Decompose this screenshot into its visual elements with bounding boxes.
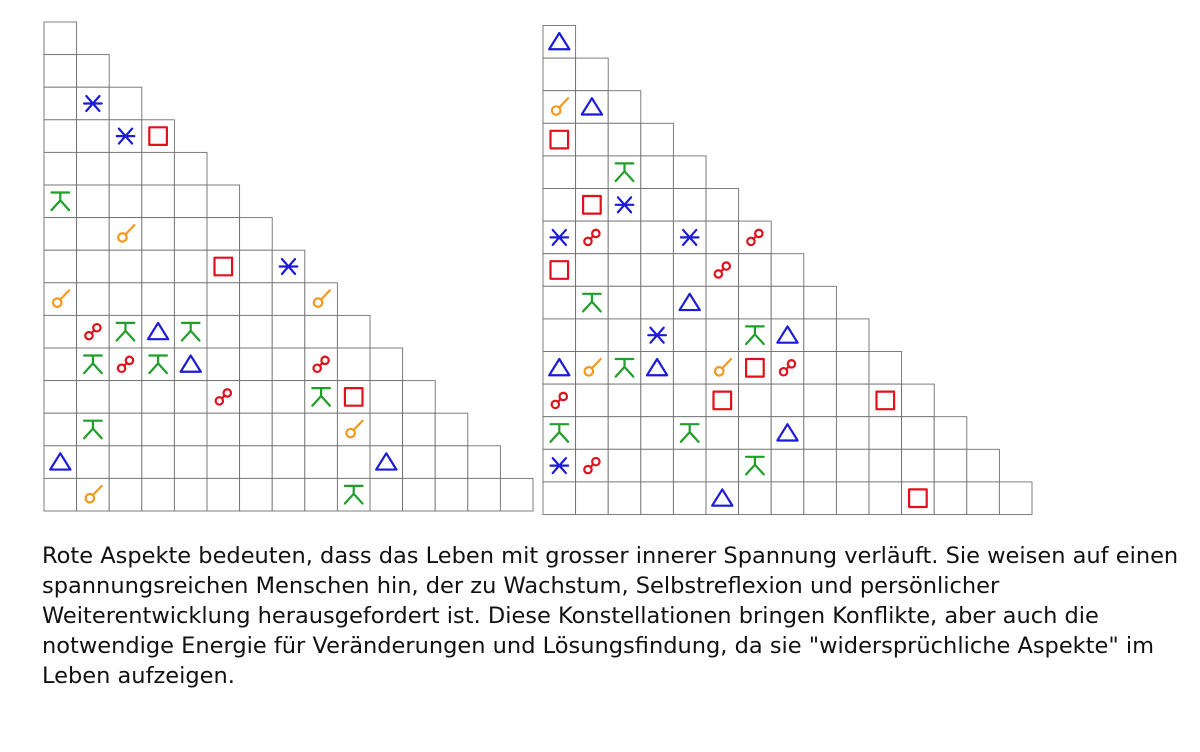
- grid-cell: [771, 482, 804, 515]
- grid-cell: [804, 384, 837, 417]
- grid-cell: [174, 446, 207, 479]
- grid-cell: [174, 250, 207, 283]
- grid-cell: [370, 381, 403, 414]
- grid-cell: [641, 482, 674, 515]
- grid-cell: [44, 22, 77, 55]
- grid-cell: [576, 417, 609, 450]
- grid-cell: [109, 185, 142, 218]
- grid-cell: [337, 446, 370, 479]
- grid-cell: [836, 449, 869, 482]
- grid-cell: [240, 381, 273, 414]
- grid-cell: [44, 120, 77, 153]
- grid-cell: [142, 283, 175, 316]
- grid-cell: [608, 91, 641, 124]
- grid-cell: [77, 381, 110, 414]
- grid-cell: [142, 218, 175, 251]
- grid-cell: [403, 446, 436, 479]
- grid-cell: [608, 123, 641, 156]
- grid-cell: [804, 449, 837, 482]
- grid-cell: [608, 449, 641, 482]
- grid-cell: [272, 446, 305, 479]
- grid-cell: [337, 381, 370, 414]
- grid-cell: [608, 417, 641, 450]
- grid-cell: [240, 283, 273, 316]
- grid-cell: [500, 478, 533, 511]
- grid-cell: [403, 381, 436, 414]
- grid-cell: [706, 384, 739, 417]
- grid-cell: [641, 123, 674, 156]
- grid-cell: [543, 58, 576, 91]
- grid-cell: [305, 315, 338, 348]
- grid-cell: [142, 250, 175, 283]
- grid-cell: [44, 315, 77, 348]
- grid-cell: [44, 413, 77, 446]
- right-aspect-grid: [543, 26, 1032, 515]
- grid-cell: [641, 156, 674, 189]
- grid-cell: [739, 254, 772, 287]
- grid-cell: [608, 319, 641, 352]
- grid-cell: [641, 286, 674, 319]
- grid-cell: [576, 189, 609, 222]
- grid-cell: [739, 417, 772, 450]
- grid-cell: [109, 478, 142, 511]
- grid-cell: [337, 315, 370, 348]
- grid-cell: [207, 185, 240, 218]
- grid-cell: [272, 381, 305, 414]
- grid-cell: [403, 413, 436, 446]
- grid-cell: [174, 348, 207, 381]
- grid-cell: [77, 250, 110, 283]
- grid-cell: [207, 283, 240, 316]
- grid-cell: [641, 384, 674, 417]
- grid-cell: [44, 55, 77, 88]
- grid-cell: [608, 384, 641, 417]
- grid-cell: [109, 250, 142, 283]
- grid-cell: [435, 478, 468, 511]
- grid-cell: [403, 478, 436, 511]
- grid-cell: [673, 352, 706, 385]
- grid-cell: [739, 286, 772, 319]
- grid-cell: [174, 413, 207, 446]
- grid-cell: [771, 286, 804, 319]
- grid-cell: [576, 156, 609, 189]
- grid-cell: [44, 478, 77, 511]
- grid-cell: [109, 87, 142, 120]
- grid-cell: [641, 221, 674, 254]
- grid-cell: [543, 352, 576, 385]
- grid-cell: [77, 152, 110, 185]
- grid-cell: [77, 446, 110, 479]
- grid-cell: [142, 315, 175, 348]
- grid-cell: [576, 123, 609, 156]
- grid-cell: [44, 152, 77, 185]
- grid-cell: [836, 352, 869, 385]
- grid-cell: [641, 449, 674, 482]
- grid-cell: [370, 348, 403, 381]
- grid-cell: [706, 286, 739, 319]
- grid-cell: [706, 417, 739, 450]
- grid-cell: [771, 384, 804, 417]
- grid-cell: [543, 286, 576, 319]
- grid-cell: [673, 384, 706, 417]
- grid-cell: [468, 446, 501, 479]
- grid-cell: [902, 417, 935, 450]
- grid-cell: [576, 319, 609, 352]
- grid-cell: [207, 218, 240, 251]
- grid-cell: [370, 478, 403, 511]
- grid-cell: [739, 482, 772, 515]
- grid-cell: [207, 348, 240, 381]
- grid-cell: [337, 348, 370, 381]
- grid-cell: [240, 250, 273, 283]
- grid-cell: [608, 482, 641, 515]
- grid-cell: [999, 482, 1032, 515]
- grid-cell: [305, 413, 338, 446]
- grid-cell: [576, 254, 609, 287]
- grid-cell: [174, 381, 207, 414]
- grid-cell: [967, 449, 1000, 482]
- grid-cell: [370, 413, 403, 446]
- grid-cell: [142, 185, 175, 218]
- grid-cell: [706, 482, 739, 515]
- grid-cell: [771, 254, 804, 287]
- grid-cell: [934, 417, 967, 450]
- grid-cell: [771, 319, 804, 352]
- grid-cell: [370, 446, 403, 479]
- grid-cell: [673, 156, 706, 189]
- grid-cell: [576, 384, 609, 417]
- grid-cell: [673, 189, 706, 222]
- grid-cell: [174, 478, 207, 511]
- grid-cell: [240, 218, 273, 251]
- grid-cell: [576, 482, 609, 515]
- grid-cell: [174, 152, 207, 185]
- grid-cell: [109, 152, 142, 185]
- grid-cell: [207, 413, 240, 446]
- grid-cell: [240, 413, 273, 446]
- grid-cell: [174, 218, 207, 251]
- grid-cell: [608, 221, 641, 254]
- grid-cell: [77, 120, 110, 153]
- grid-cell: [207, 478, 240, 511]
- grid-cell: [77, 218, 110, 251]
- grid-cell: [836, 417, 869, 450]
- grid-cell: [435, 413, 468, 446]
- grid-cell: [967, 482, 1000, 515]
- grid-cell: [641, 417, 674, 450]
- grid-cell: [673, 449, 706, 482]
- grid-cell: [142, 381, 175, 414]
- grid-cell: [869, 384, 902, 417]
- grid-cell: [706, 319, 739, 352]
- grid-cell: [902, 384, 935, 417]
- grid-cell: [902, 449, 935, 482]
- grid-cell: [174, 283, 207, 316]
- grid-cell: [435, 446, 468, 479]
- grid-cell: [272, 478, 305, 511]
- grid-cell: [576, 58, 609, 91]
- grid-cell: [543, 123, 576, 156]
- grid-cell: [543, 189, 576, 222]
- grid-cell: [608, 286, 641, 319]
- grid-cell: [869, 352, 902, 385]
- grid-cell: [902, 482, 935, 515]
- grid-cell: [305, 478, 338, 511]
- grid-cell: [44, 87, 77, 120]
- grid-cell: [142, 152, 175, 185]
- grid-cell: [44, 348, 77, 381]
- grid-cell: [836, 384, 869, 417]
- grid-cell: [543, 482, 576, 515]
- grid-cell: [836, 482, 869, 515]
- grid-cell: [576, 91, 609, 124]
- grid-cell: [207, 250, 240, 283]
- grid-cell: [804, 352, 837, 385]
- grid-cell: [109, 283, 142, 316]
- grid-cell: [771, 417, 804, 450]
- grid-cell: [142, 413, 175, 446]
- grid-cell: [771, 449, 804, 482]
- grid-cell: [706, 189, 739, 222]
- grid-cell: [706, 221, 739, 254]
- grid-cell: [44, 218, 77, 251]
- grid-cell: [240, 315, 273, 348]
- grid-cell: [804, 319, 837, 352]
- grid-cell: [109, 413, 142, 446]
- grid-cell: [673, 482, 706, 515]
- grid-cell: [272, 413, 305, 446]
- grid-cell: [142, 120, 175, 153]
- grid-cell: [207, 315, 240, 348]
- grid-cell: [869, 482, 902, 515]
- grid-cell: [869, 449, 902, 482]
- grid-cell: [673, 286, 706, 319]
- grid-cell: [543, 319, 576, 352]
- grid-cell: [608, 254, 641, 287]
- caption-text: Rote Aspekte bedeuten, dass das Leben mit grosser innerer Spannung verläuft. Sie weisen auf einen spannungsreichen Menschen hin, der zu Wachstum, Selbstreflexion und persönlicher Weiterentwicklung herausgefordert ist. Diese Konstellationen bringen Konflikte, aber auch die notwendige Energie für Veränderungen und Lösungsfindung, da sie "widersprüchliche Aspekte" im Leben aufzeigen.: [42, 543, 1179, 689]
- grid-cell: [305, 446, 338, 479]
- grid-cell: [836, 319, 869, 352]
- grid-cell: [44, 446, 77, 479]
- grid-cell: [641, 254, 674, 287]
- grid-cell: [934, 449, 967, 482]
- grid-cell: [44, 381, 77, 414]
- grid-cell: [240, 348, 273, 381]
- grid-cell: [142, 446, 175, 479]
- grid-cell: [673, 319, 706, 352]
- grid-cell: [77, 55, 110, 88]
- grid-cell: [804, 482, 837, 515]
- grid-cell: [543, 254, 576, 287]
- grid-cell: [739, 384, 772, 417]
- grid-cell: [44, 250, 77, 283]
- grid-cell: [543, 26, 576, 59]
- grid-cell: [240, 446, 273, 479]
- grid-cell: [641, 352, 674, 385]
- grid-cell: [804, 417, 837, 450]
- grid-cell: [272, 283, 305, 316]
- grid-cell: [142, 478, 175, 511]
- grid-cell: [109, 446, 142, 479]
- grid-cell: [804, 286, 837, 319]
- grid-cell: [207, 446, 240, 479]
- grid-cell: [706, 449, 739, 482]
- grid-cell: [77, 185, 110, 218]
- grid-cell: [934, 482, 967, 515]
- grid-cell: [739, 352, 772, 385]
- left-aspect-grid: [44, 22, 533, 511]
- grid-cell: [174, 185, 207, 218]
- grid-cell: [272, 315, 305, 348]
- grid-cell: [272, 348, 305, 381]
- grid-cell: [641, 189, 674, 222]
- grid-cell: [673, 254, 706, 287]
- grid-cell: [109, 381, 142, 414]
- grid-cell: [543, 156, 576, 189]
- grid-cell: [468, 478, 501, 511]
- grid-cell: [240, 478, 273, 511]
- grid-cell: [869, 417, 902, 450]
- grid-cell: [77, 283, 110, 316]
